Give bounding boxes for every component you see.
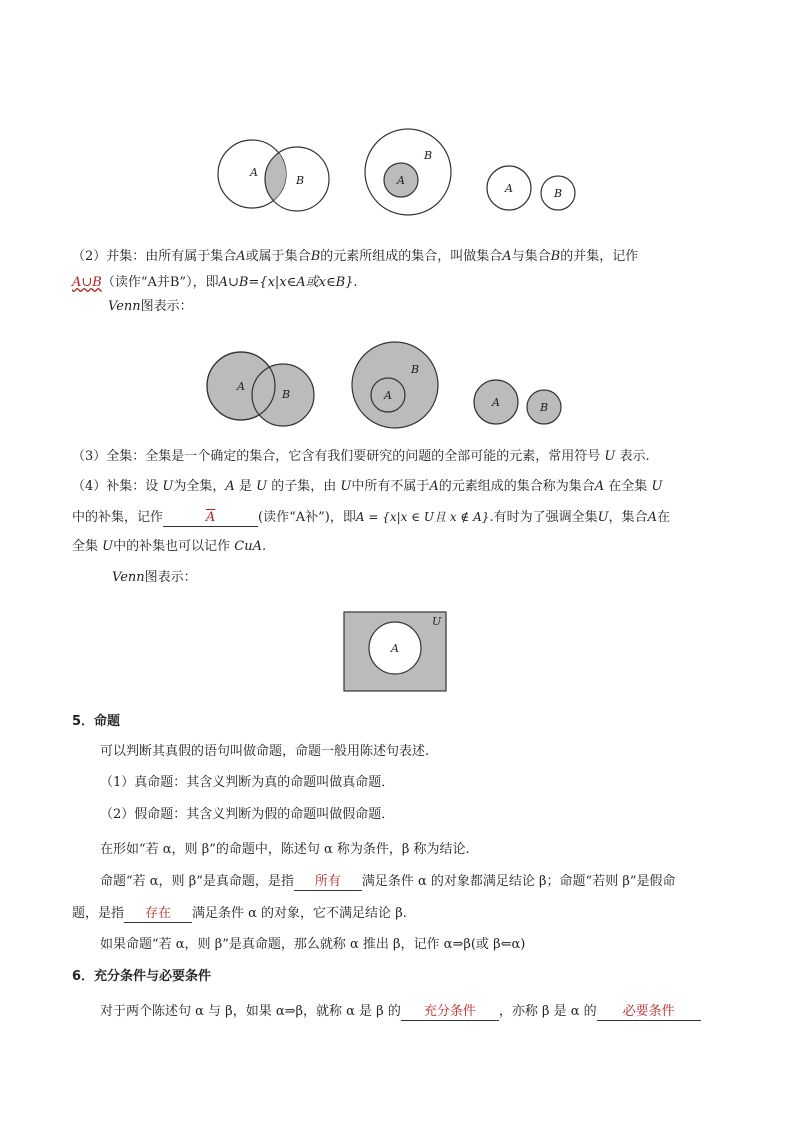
venn-label: A (391, 642, 399, 655)
condition-conclusion: 在形如“若 α，则 β”的命题中，陈述句 α 称为条件，β 称为结论. (100, 842, 470, 857)
venn-label: A (492, 396, 500, 409)
venn-label: A (505, 182, 513, 195)
universal-set-definition: （3）全集：全集是一个确定的集合，它含有我们要研究的问题的全部可能的元素，常用符号 U 表示. (72, 449, 650, 464)
venn-label: A (237, 380, 245, 393)
venn-label: B (282, 388, 291, 401)
venn-label: B (554, 187, 563, 200)
blank-necessary: 必要条件 (597, 1003, 701, 1021)
false-proposition-meaning: 题，是指 存在 满足条件 α 的对象，它不满足结论 β. (72, 906, 407, 921)
complement-notation-answer: $\overline{A}$ (205, 510, 216, 525)
venn-union-diagrams (0, 335, 794, 445)
false-proposition: （2）假命题：其含义判断为假的命题叫做假命题． (100, 807, 395, 822)
union-definition-line2: A∪B（读作“A并B”），即A∪B={x|x∈A或x∈B}. (72, 275, 358, 290)
venn-label: A (250, 166, 258, 179)
complement-definition-line2: 中的补集，记作 $\overline{A}$ (读作“A补”)，即A = {x|x ∈ U且 x ∉ A}.有时为了强调全集U，集合A在 (72, 510, 670, 525)
venn-intersection-diagrams (0, 0, 794, 230)
complement-definition-line1: （4）补集：设 U为全集，A 是 U 的子集，由 U中所有不属于A的元素组成的集合称为集合A 在全集 U (72, 479, 663, 494)
implication-definition: 如果命题“若 α，则 β”是真命题，那么就称 α 推出 β，记作 α⇒β(或 β⇐α) (100, 937, 526, 952)
proposition-definition: 可以判断其真假的语句叫做命题，命题一般用陈述句表述. (100, 744, 430, 759)
blank-sufficient: 充分条件 (401, 1003, 499, 1021)
venn-label: B (540, 401, 549, 414)
section-6-title: 6．充分条件与必要条件 (72, 969, 212, 984)
venn-caption: Venn图表示： (108, 299, 193, 314)
blank-exists: 存在 (124, 905, 192, 923)
venn-label: A (397, 174, 405, 187)
complement-formula: A = {x|x ∈ U且 x ∉ A} (355, 510, 490, 524)
complement-definition-line3: 全集 U中的补集也可以记作 CuA. (72, 539, 267, 554)
union-definition-line1: （2）并集：由所有属于集合A或属于集合B的元素所组成的集合，叫做集合A与集合B的并集，记作 (72, 249, 639, 264)
section-5-title: 5．命题 (72, 714, 121, 729)
complement-notation-blank (163, 509, 258, 527)
true-proposition-meaning: 命题“若 α，则 β”是真命题，是指 所有 满足条件 α 的对象都满足结论 β；命题“若则 β”是假命 (100, 874, 676, 889)
venn-label: B (424, 149, 433, 162)
blank-all: 所有 (294, 873, 362, 891)
venn-label: B (296, 174, 305, 187)
venn-label: A (384, 389, 392, 402)
venn-caption: Venn图表示： (112, 570, 197, 585)
venn-label: B (411, 363, 420, 376)
venn-complement-diagram (0, 608, 794, 703)
sufficient-necessary-definition: 对于两个陈述句 α 与 β，如果 α⇒β，就称 α 是 β 的 充分条件 ，亦称 β 是 α 的 必要条件 (100, 1002, 701, 1022)
venn-label: U (432, 615, 442, 628)
union-notation-answer: A∪B (72, 275, 102, 290)
true-proposition: （1）真命题：其含义判断为真的命题叫做真命题． (100, 775, 395, 790)
